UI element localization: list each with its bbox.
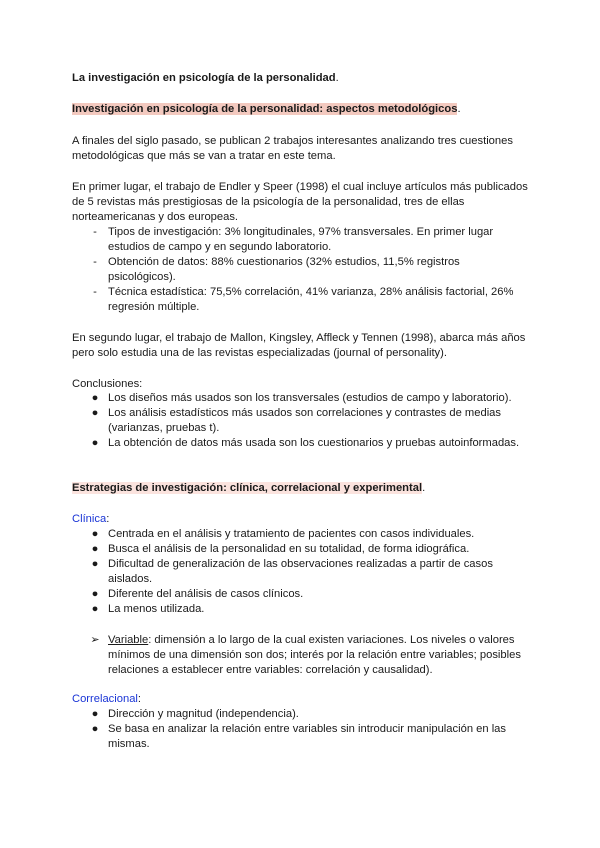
dash-item-line: estudios de campo y en segundo laboratorio. — [108, 241, 332, 253]
correlacional-label — [72, 692, 141, 707]
dash-item-line: psicológicos). — [108, 271, 176, 283]
section2-heading-suffix: . — [422, 482, 426, 494]
correlacional-colon: : — [137, 693, 142, 705]
clinica-label — [72, 512, 109, 527]
dash-item-line: regresión múltiple. — [108, 301, 200, 313]
bullet-marker: ● — [91, 528, 99, 540]
conclusion-line: Los análisis estadísticos más usados son correlaciones y contrastes de medias — [108, 407, 501, 419]
clinica-item-line: La menos utilizada. — [108, 603, 205, 615]
dash-marker: - — [93, 226, 97, 238]
clinica-item-line: Centrada en el análisis y tratamiento de pacientes con casos individuales. — [108, 528, 475, 540]
variable-text: : dimensión a lo largo de la cual existen variaciones. Los niveles o valores — [148, 634, 515, 646]
conclusion-line: (varianzas, pruebas t). — [108, 422, 220, 434]
dash-item-line: Técnica estadística: 75,5% correlación, 41% varianza, 28% análisis factorial, 26% — [108, 286, 514, 298]
intro-line: metodológicas que más se van a tratar en este tema. — [72, 150, 336, 162]
p1-line: En primer lugar, el trabajo de Endler y Speer (1998) el cual incluye artículos más publicados — [72, 181, 528, 193]
bullet-marker: ● — [91, 407, 99, 419]
correlacional-label-text: Correlacional — [72, 693, 138, 705]
variable-definition-line — [108, 633, 515, 648]
section2-heading-text: Estrategias de investigación: clínica, correlacional y experimental — [72, 482, 423, 494]
dash-item-line: Obtención de datos: 88% cuestionarios (32% estudios, 11,5% registros — [108, 256, 460, 268]
dash-marker: - — [93, 256, 97, 268]
section1-heading-text: Investigación en psicología de la personalidad: aspectos metodológicos — [72, 103, 458, 115]
bullet-marker: ● — [91, 723, 99, 735]
section1-heading-suffix: . — [457, 103, 461, 115]
bullet-marker: ● — [91, 603, 99, 615]
p2-line: pero solo estudia una de las revistas especializadas (journal of personality). — [72, 347, 447, 359]
p1-line: norteamericanas y dos europeas. — [72, 211, 239, 223]
dash-marker: - — [93, 286, 97, 298]
variable-definition-line: mínimos de una dimensión son dos; interés por la relación entre variables; posibles — [108, 649, 521, 661]
bullet-marker: ● — [91, 543, 99, 555]
conclusions-label: Conclusiones: — [72, 378, 143, 390]
clinica-label-text: Clínica — [72, 513, 107, 525]
clinica-item-line: aislados. — [108, 573, 153, 585]
clinica-item-line: Diferente del análisis de casos clínicos. — [108, 588, 304, 600]
variable-definition-line: relaciones a establecer entre variables: correlación y causalidad). — [108, 664, 433, 676]
section1-heading — [72, 102, 461, 117]
p1-line: de 5 revistas más prestigiosas de la psicología de la personalidad, tres de ellas — [72, 196, 465, 208]
correlacional-item-line: mismas. — [108, 738, 150, 750]
document-title-suffix: . — [335, 72, 339, 84]
correlacional-item-line: Dirección y magnitud (independencia). — [108, 708, 299, 720]
variable-term: Variable — [108, 634, 149, 646]
dash-item-line: Tipos de investigación: 3% longitudinales, 97% transversales. En primer lugar — [108, 226, 494, 238]
bullet-marker: ● — [91, 437, 99, 449]
document-title — [72, 71, 339, 86]
bullet-marker: ● — [91, 392, 99, 404]
conclusion-line: Los diseños más usados son los transversales (estudios de campo y laboratorio). — [108, 392, 512, 404]
clinica-item-line: Dificultad de generalización de las observaciones realizadas a partir de casos — [108, 558, 493, 570]
clinica-item-line: Busca el análisis de la personalidad en su totalidad, de forma idiográfica. — [108, 543, 470, 555]
clinica-colon: : — [106, 513, 110, 525]
bullet-marker: ● — [91, 588, 99, 600]
p2-line: En segundo lugar, el trabajo de Mallon, Kingsley, Affleck y Tennen (1998), abarca más años — [72, 332, 526, 344]
section2-heading — [72, 481, 425, 496]
arrow-bullet-icon: ➢ — [90, 634, 100, 646]
conclusion-line: La obtención de datos más usada son los cuestionarios y pruebas autoinformadas. — [108, 437, 520, 449]
document-title-text: La investigación en psicología de la personalidad — [72, 72, 336, 84]
correlacional-item-line: Se basa en analizar la relación entre variables sin introducir manipulación en las — [108, 723, 507, 735]
bullet-marker: ● — [91, 708, 99, 720]
intro-line: A finales del siglo pasado, se publican 2 trabajos interesantes analizando tres cuestiones — [72, 135, 513, 147]
bullet-marker: ● — [91, 558, 99, 570]
